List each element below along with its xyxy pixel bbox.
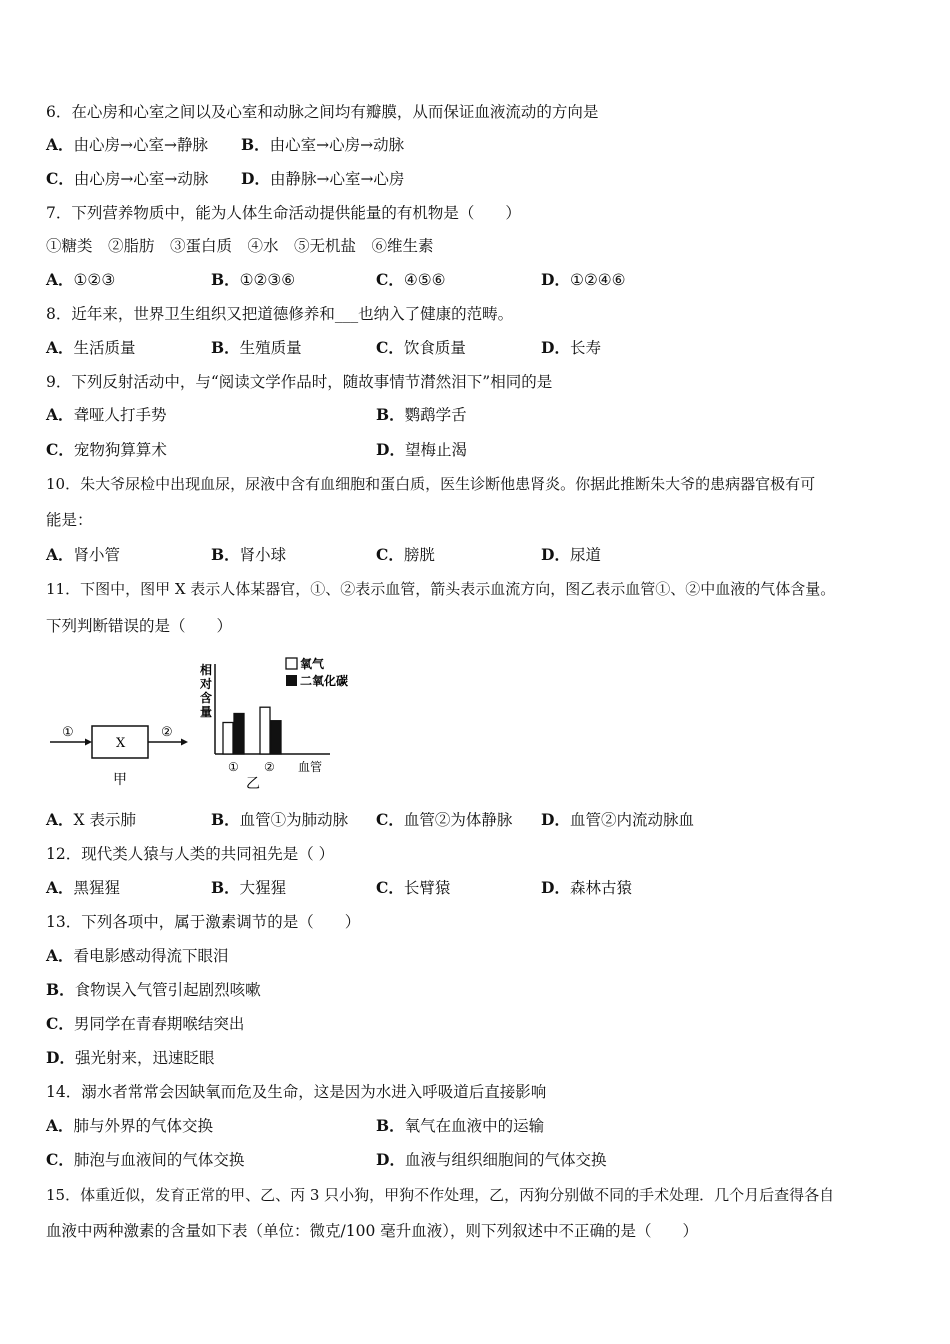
q14-option-b	[376, 1116, 544, 1136]
q10-option-b-text: 肾小球	[239, 546, 287, 564]
q7-option-d	[541, 270, 626, 290]
q13-option-b	[46, 980, 261, 1000]
q8-option-b-key: B．	[211, 338, 240, 357]
yi-y-label-1: 相	[200, 663, 213, 677]
q14-option-c-text: 肺泡与血液间的气体交换	[73, 1151, 245, 1169]
yi-y-label-2: 对	[200, 677, 213, 691]
q8-option-a-text: 生活质量	[73, 339, 136, 357]
q7-stem: 7．下列营养物质中，能为人体生命活动提供能量的有机物是（ ）	[46, 204, 521, 222]
q9-option-c-key: C．	[46, 440, 74, 459]
q7-option-c-key: C．	[376, 270, 404, 289]
q15-stem-line2: 血液中两种激素的含量如下表（单位：微克/100 毫升血液），则下列叙述中不正确的是（ ）	[46, 1222, 698, 1240]
q11-option-d	[541, 810, 694, 830]
q9-stem: 9．下列反射活动中，与“阅读文学作品时，随故事情节潸然泪下”相同的是	[46, 373, 553, 391]
q13-option-c	[46, 1014, 244, 1034]
q14-option-c-key: C．	[46, 1150, 74, 1169]
q9-option-d-key: D．	[376, 440, 405, 459]
q8-option-c	[376, 338, 466, 358]
q13-option-a-key: A．	[46, 946, 74, 965]
q7-option-a-text: ①②③	[73, 271, 116, 289]
q8-option-c-key: C．	[376, 338, 404, 357]
yi-cat-1: ①	[228, 760, 239, 774]
q15-stem-line1: 15．体重近似，发育正常的甲、乙、丙 3 只小狗，甲狗不作处理，乙，丙狗分别做不同的手术处理．几个月后查得各自	[46, 1186, 835, 1204]
jia-in-arrowhead	[85, 739, 92, 746]
q10-stem-line1: 10．朱大爷尿检中出现血尿，尿液中含有血细胞和蛋白质，医生诊断他患肾炎。你据此推断朱大爷的患病器官极有可	[46, 475, 816, 493]
q6-option-b-key: B．	[241, 135, 270, 154]
q7-items: ①糖类 ②脂肪 ③蛋白质 ④水 ⑤无机盐 ⑥维生素	[46, 237, 434, 255]
q8-option-a-key: A．	[46, 338, 74, 357]
q12-option-c-text: 长臂猿	[403, 879, 451, 897]
figure-yi-chart	[199, 656, 348, 792]
q6-option-a-text: 由心房→心室→静脉	[73, 136, 209, 154]
q10-option-d-text: 尿道	[569, 546, 601, 564]
q14-option-a-key: A．	[46, 1116, 74, 1135]
q9-option-a-text: 聋哑人打手势	[73, 406, 167, 424]
q6-option-c-text: 由心房→心室→动脉	[73, 170, 209, 188]
q11-option-a-key: A．	[46, 810, 74, 829]
q8-stem: 8．近年来，世界卫生组织又把道德修养和___也纳入了健康的范畴。	[46, 305, 514, 323]
q6-option-c-key: C．	[46, 169, 74, 188]
yi-y-label-4: 量	[200, 705, 213, 719]
figure-jia	[50, 725, 188, 788]
q8-option-b-text: 生殖质量	[239, 339, 302, 357]
legend-oxygen-label: 氧气	[300, 657, 325, 671]
q7-option-b-text: ①②③⑥	[239, 271, 296, 289]
q13-option-c-key: C．	[46, 1014, 74, 1033]
q11-option-b	[211, 810, 348, 830]
q14-option-d	[376, 1150, 606, 1170]
q13-option-a-text: 看电影感动得流下眼泪	[73, 947, 229, 965]
legend-co2-label: 二氧化碳	[300, 674, 349, 688]
q13-option-a	[46, 946, 229, 966]
q11-stem-line1: 11．下图中，图甲 X 表示人体某器官，①、②表示血管，箭头表示血流方向，图乙表示血管①、②中血液的气体含量。	[46, 580, 836, 598]
jia-out-label: ②	[161, 725, 173, 740]
q11-figure	[40, 650, 380, 800]
yi-cat-2: ②	[264, 760, 275, 774]
q12-option-a-key: A．	[46, 878, 74, 897]
bar-co2-vessel-1	[234, 714, 244, 755]
q13-stem: 13．下列各项中，属于激素调节的是（ ）	[46, 913, 361, 931]
q11-option-a-text: X 表示肺	[73, 811, 136, 829]
q10-option-a-text: 肾小管	[73, 546, 121, 564]
q11-option-c-text: 血管②为体静脉	[403, 811, 513, 829]
q9-option-b-text: 鹦鹉学舌	[404, 406, 467, 424]
jia-box-label: X	[116, 736, 126, 751]
q14-option-d-text: 血液与组织细胞间的气体交换	[404, 1151, 607, 1169]
bar-co2-vessel-2	[271, 721, 281, 754]
q9-option-a-key: A．	[46, 405, 74, 424]
q7-option-d-text: ①②④⑥	[569, 271, 626, 289]
q10-option-a-key: A．	[46, 545, 74, 564]
q9-option-b-key: B．	[376, 405, 405, 424]
q7-option-a-key: A．	[46, 270, 74, 289]
q12-option-b	[211, 878, 286, 898]
q11-option-a	[46, 810, 136, 830]
q7-option-c-text: ④⑤⑥	[403, 271, 446, 289]
q10-option-c	[376, 545, 435, 565]
bar-oxygen-vessel-1	[223, 723, 233, 755]
q12-option-d	[541, 878, 632, 898]
q6-option-b	[241, 135, 404, 155]
q9-option-c-text: 宠物狗算算术	[73, 441, 167, 459]
q13-option-d-text: 强光射来，迅速眨眼	[74, 1049, 215, 1067]
q7-option-b-key: B．	[211, 270, 240, 289]
q14-option-a-text: 肺与外界的气体交换	[73, 1117, 214, 1135]
yi-x-label: 血管	[298, 760, 323, 774]
q10-option-a	[46, 545, 120, 565]
legend-oxygen-swatch	[286, 658, 297, 669]
q10-option-d	[541, 545, 601, 565]
q12-option-a-text: 黑猩猩	[73, 879, 121, 897]
q12-option-d-text: 森林古猿	[569, 879, 632, 897]
q10-option-c-key: C．	[376, 545, 404, 564]
q6-stem: 6．在心房和心室之间以及心室和动脉之间均有瓣膜，从而保证血液流动的方向是	[46, 103, 599, 121]
q7-option-c	[376, 270, 446, 290]
q12-stem: 12．现代类人猿与人类的共同祖先是（ ）	[46, 845, 335, 863]
q14-option-b-key: B．	[376, 1116, 405, 1135]
q14-option-d-key: D．	[376, 1150, 405, 1169]
q6-option-a	[46, 135, 208, 155]
q8-option-d-text: 长寿	[569, 339, 601, 357]
legend-co2-swatch	[286, 675, 297, 686]
q6-option-c	[46, 169, 208, 189]
q6-option-d	[241, 169, 404, 189]
q14-option-b-text: 氧气在血液中的运输	[404, 1117, 545, 1135]
q9-option-c	[46, 440, 167, 460]
q9-option-d	[376, 440, 467, 460]
q10-option-b	[211, 545, 286, 565]
q11-option-d-text: 血管②内流动脉血	[569, 811, 694, 829]
q11-option-b-text: 血管①为肺动脉	[239, 811, 349, 829]
jia-in-label: ①	[62, 725, 74, 740]
q12-option-b-text: 大猩猩	[239, 879, 287, 897]
q6-option-a-key: A．	[46, 135, 74, 154]
q7-option-b	[211, 270, 295, 290]
q13-option-d-key: D．	[46, 1048, 75, 1067]
q11-option-c	[376, 810, 512, 830]
q11-option-c-key: C．	[376, 810, 404, 829]
q8-option-d	[541, 338, 601, 358]
q12-option-c-key: C．	[376, 878, 404, 897]
q7-option-a	[46, 270, 115, 290]
yi-y-label-3: 含	[200, 691, 213, 705]
q8-option-b	[211, 338, 302, 358]
q10-stem-line2: 能是：	[46, 511, 93, 529]
jia-out-arrowhead	[181, 739, 188, 746]
q12-option-b-key: B．	[211, 878, 240, 897]
q14-option-c	[46, 1150, 244, 1170]
q12-option-a	[46, 878, 120, 898]
q13-option-b-text: 食物误入气管引起剧烈咳嗽	[74, 981, 261, 999]
q11-stem-line2: 下列判断错误的是（ ）	[46, 617, 233, 635]
q10-option-b-key: B．	[211, 545, 240, 564]
q10-option-d-key: D．	[541, 545, 570, 564]
q8-option-d-key: D．	[541, 338, 570, 357]
q6-option-b-text: 由心室→心房→动脉	[269, 136, 405, 154]
yi-caption: 乙	[246, 776, 260, 792]
q8-option-a	[46, 338, 136, 358]
q11-option-d-key: D．	[541, 810, 570, 829]
q13-option-c-text: 男同学在青春期喉结突出	[73, 1015, 245, 1033]
yi-y-label	[199, 662, 216, 719]
q12-option-c	[376, 878, 450, 898]
q11-option-b-key: B．	[211, 810, 240, 829]
q6-option-d-key: D．	[241, 169, 270, 188]
bar-oxygen-vessel-2	[260, 707, 270, 754]
q9-option-b	[376, 405, 467, 425]
q10-option-c-text: 膀胱	[403, 546, 435, 564]
q9-option-d-text: 望梅止渴	[404, 441, 467, 459]
q13-option-b-key: B．	[46, 980, 75, 999]
q14-stem: 14．溺水者常常会因缺氧而危及生命，这是因为水进入呼吸道后直接影响	[46, 1083, 547, 1101]
q6-option-d-text: 由静脉→心室→心房	[269, 170, 405, 188]
q7-option-d-key: D．	[541, 270, 570, 289]
q12-option-d-key: D．	[541, 878, 570, 897]
q14-option-a	[46, 1116, 213, 1136]
q9-option-a	[46, 405, 167, 425]
q13-option-d	[46, 1048, 214, 1068]
q8-option-c-text: 饮食质量	[403, 339, 466, 357]
jia-caption: 甲	[113, 772, 127, 788]
